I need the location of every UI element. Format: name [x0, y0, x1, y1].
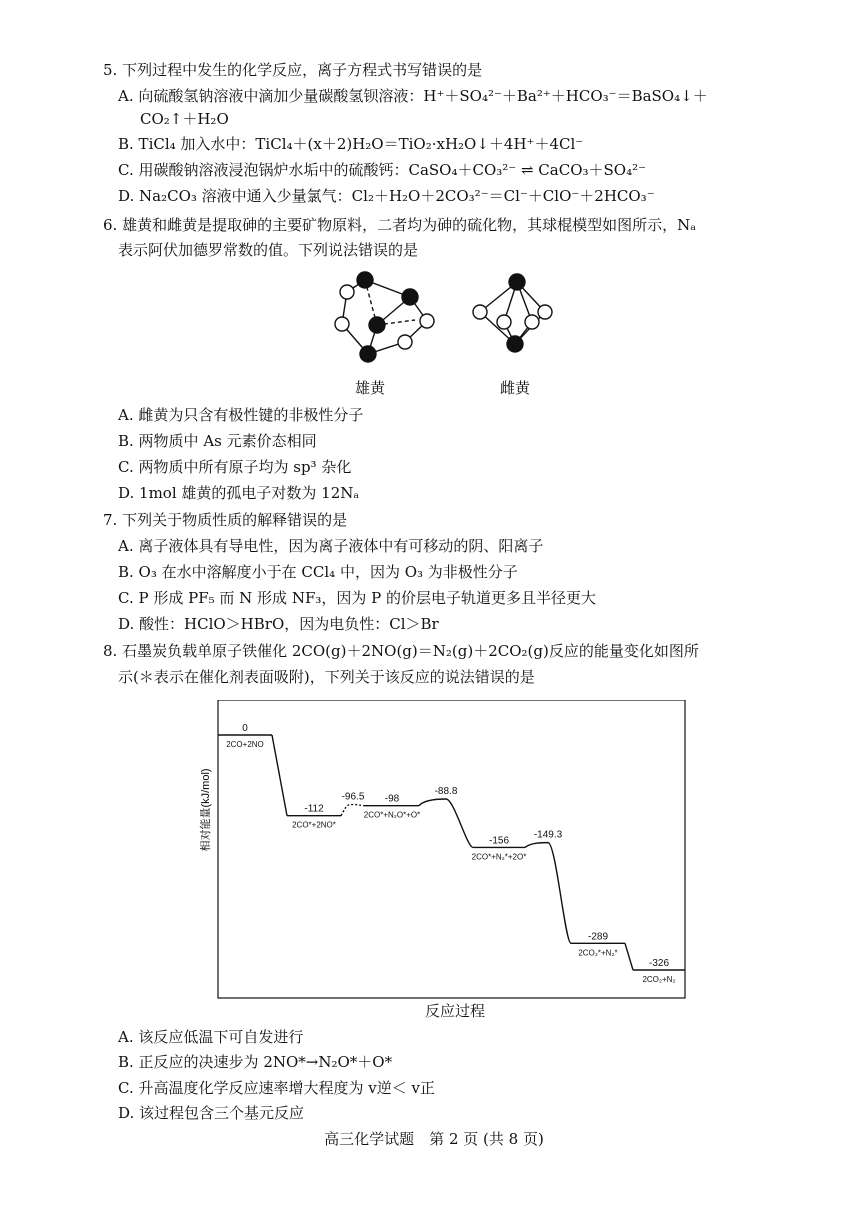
- level-value-3: -156: [488, 835, 510, 847]
- q6-option-d: D. 1mol 雄黄的孤电子对数为 12Nₐ: [118, 484, 360, 502]
- ts-value-1: -88.8: [434, 786, 458, 798]
- q8-stem-cont: 示(＊表示在催化剂表面吸附)，下列关于该反应的说法错误的是: [118, 668, 535, 686]
- q7-option-b: B. O₃ 在水中溶解度小于在 CCl₄ 中，因为 O₃ 为非极性分子: [118, 563, 518, 581]
- q7-option-d: D. 酸性：HClO＞HBrO，因为电负性：Cl＞Br: [118, 615, 439, 633]
- realgar-model: [335, 272, 434, 362]
- q8-option-c: C. 升高温度化学反应速率增大程度为 v逆＜ v正: [118, 1079, 435, 1097]
- q6-stem: 6. 雄黄和雌黄是提取砷的主要矿物原料，二者均为砷的硫化物，其球棍模型如图所示，Nₐ: [103, 216, 696, 234]
- ball-stick-models: [320, 262, 580, 382]
- x-axis-label: 反应过程: [425, 1002, 486, 1020]
- connector-4: [625, 943, 633, 970]
- orpiment-label: 雌黄: [500, 379, 531, 397]
- q8-stem: 8. 石墨炭负载单原子铁催化 2CO(g)＋2NO(g)＝N₂(g)＋2CO₂(g)反应的能量变化如图所: [103, 642, 699, 660]
- level-species-2: 2CO*+N₂O*+O*: [363, 810, 421, 820]
- q7-option-a: A. 离子液体具有导电性，因为离子液体中有可移动的阴、阳离子: [118, 537, 544, 555]
- q5-option-c: C. 用碳酸钠溶液浸泡锅炉水垢中的硫酸钙：CaSO₄＋CO₃²⁻ ⇌ CaCO₃＋SO₄²⁻: [118, 161, 647, 179]
- q8-option-d: D. 该过程包含三个基元反应: [118, 1104, 305, 1122]
- energy-diagram: [195, 700, 700, 1025]
- q7-stem: 7. 下列关于物质性质的解释错误的是: [103, 511, 348, 529]
- level-value-1: -112: [304, 803, 324, 815]
- q5-option-a-cont: CO₂↑＋H₂O: [140, 110, 229, 128]
- connector-0: [272, 735, 287, 816]
- level-species-4: 2CO₂*+N₂*: [578, 948, 618, 958]
- q6-option-c: C. 两物质中所有原子均为 sp³ 杂化: [118, 458, 352, 476]
- level-value-2: -98: [384, 793, 400, 805]
- y-axis-label: 相对能量(kJ/mol): [200, 768, 212, 852]
- q6-option-b: B. 两物质中 As 元素价态相同: [118, 432, 317, 450]
- q6-stem-cont: 表示阿伏加德罗常数的值。下列说法错误的是: [118, 241, 419, 259]
- q5-option-d: D. Na₂CO₃ 溶液中通入少量氯气：Cl₂＋H₂O＋2CO₃²⁻＝Cl⁻＋ClO⁻＋2HCO₃⁻: [118, 187, 655, 205]
- level-species-0: 2CO+2NO: [226, 740, 264, 749]
- q5-stem: 5. 下列过程中发生的化学反应，离子方程式书写错误的是: [103, 61, 483, 79]
- q8-option-b: B. 正反应的决速步为 2NO*→N₂O*＋O*: [118, 1053, 393, 1071]
- level-species-5: 2CO₂+N₂: [642, 975, 676, 984]
- ts-value-2: -149.3: [533, 829, 563, 841]
- level-species-1: 2CO*+2NO*: [292, 820, 336, 830]
- level-value-0: 0: [242, 723, 248, 734]
- q5-option-a: A. 向硫酸氢钠溶液中滴加少量碳酸氢钡溶液：H⁺＋SO₄²⁻＋Ba²⁺＋HCO₃⁻＝BaSO₄↓＋: [118, 87, 708, 105]
- transition-curve-2: [525, 843, 571, 944]
- q7-option-c: C. P 形成 PF₅ 而 N 形成 NF₃，因为 P 的价层电子轨道更多且半径更大: [118, 589, 596, 607]
- ts-value-0: -96.5: [341, 791, 365, 803]
- transition-curve-1: [419, 799, 473, 847]
- q5-option-b: B. TiCl₄ 加入水中：TiCl₄＋(x＋2)H₂O＝TiO₂·xH₂O↓＋4H⁺＋4Cl⁻: [118, 135, 584, 153]
- realgar-label: 雄黄: [355, 379, 386, 397]
- level-species-3: 2CO*+N₂*+2O*: [471, 852, 527, 862]
- level-value-4: -289: [587, 931, 609, 943]
- level-value-5: -326: [648, 958, 670, 969]
- orpiment-model: [473, 274, 552, 352]
- q6-option-a: A. 雌黄为只含有极性键的非极性分子: [118, 406, 364, 424]
- q8-option-a: A. 该反应低温下可自发进行: [118, 1028, 304, 1046]
- transition-curve-0: [341, 805, 365, 816]
- page-footer: 高三化学试题 第 2 页 (共 8 页): [324, 1130, 544, 1148]
